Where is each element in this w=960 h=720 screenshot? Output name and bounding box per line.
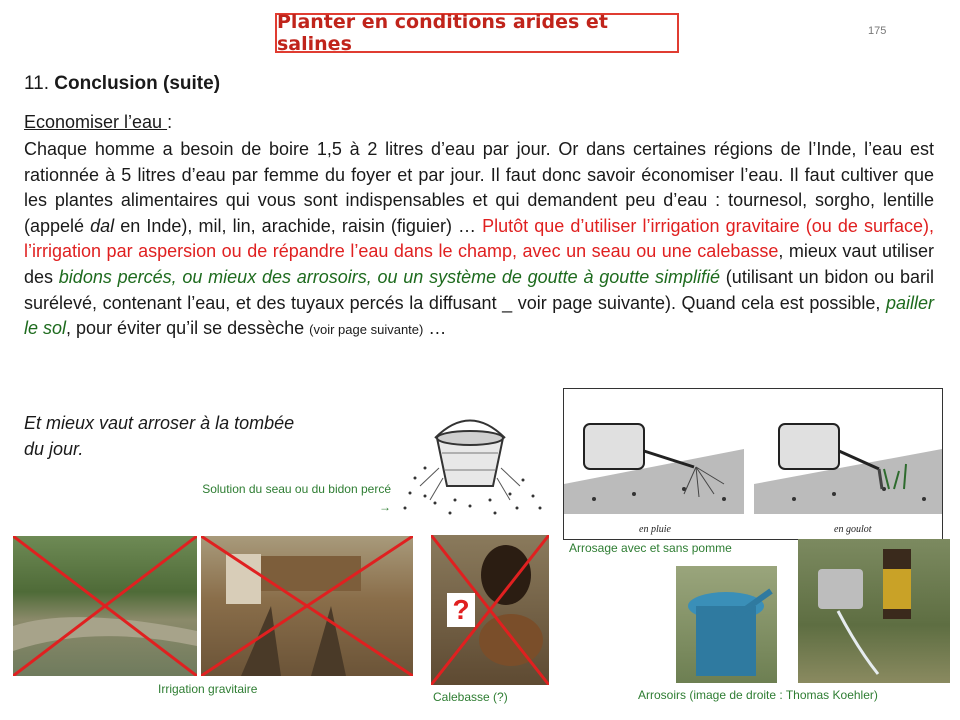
photo-watering-can: [676, 566, 777, 683]
caption-arrow: →: [379, 500, 391, 514]
closing-line: du jour.: [24, 438, 84, 459]
bucket-sketch: [395, 408, 555, 518]
subheading-text: Economiser l’eau: [24, 112, 168, 132]
subheading-colon: :: [167, 112, 173, 132]
text-run: (utilisant un bidon ou baril surélevé, contenant l’eau, et des tuyaux percés la diffusant _ voir page suivante). Quand cela est possible,: [24, 266, 934, 313]
body-paragraph: [24, 137, 934, 343]
photo-irrigation-ditch: [13, 536, 197, 676]
text-run-small: (voir page suivante): [309, 322, 424, 338]
question-mark: ?: [447, 593, 475, 627]
text-run: Chaque homme a besoin de boire 1,5 à 2 litres d’eau par jour. Or dans certaines régions de l’Inde, l’eau est rationnée à 5 litres d’eau par femme du foyer et par jour. Il faut donc savoir économiser l’eau. Il faut cultiver que les plantes alimentaires qui vous sont indispensables et qui demandent peu d’eau : tournesol, sorgho, lentille (appelé: [24, 139, 934, 236]
photo-watering-person: [798, 539, 950, 683]
text-run: en Inde), mil, lin, arachide, raisin (figuier) …: [114, 215, 483, 236]
watering-sketch: [563, 388, 943, 540]
section-title: Conclusion (suite): [54, 73, 221, 94]
text-run: , pour éviter qu’il se dessèche: [66, 318, 310, 339]
caption-arrosage: Arrosage avec et sans pomme: [569, 541, 732, 555]
text-run: …: [423, 318, 447, 339]
sketch-label-left: en pluie: [639, 524, 671, 535]
section-number: 11.: [24, 73, 50, 94]
text-run-green-italic: pailler le sol: [24, 292, 934, 339]
text-run-italic: dal: [90, 215, 115, 236]
caption-seau: Solution du seau ou du bidon percé: [202, 482, 391, 496]
section-heading: [24, 73, 220, 95]
photo-calebasse: [431, 535, 549, 685]
text-run-green-italic: bidons percés, ou mieux des arrosoirs, ou un système de goutte à goutte simplifié: [58, 266, 721, 287]
caption-irrigation: Irrigation gravitaire: [158, 682, 258, 696]
closing-line: Et mieux vaut arroser à la tombée: [24, 413, 295, 433]
title-box: [275, 13, 679, 53]
text-run-red: Plutôt que d’utiliser l’irrigation gravitaire (ou de surface), l’irrigation par aspersion ou de répandre l’eau dans le champ, avec un seau ou une calebasse: [24, 215, 934, 262]
page-title: Planter en conditions arides et salines: [277, 11, 608, 55]
subheading: [24, 112, 172, 133]
caption-calebasse: Calebasse (?): [433, 690, 508, 704]
closing-note: [24, 411, 294, 462]
photo-irrigation-bricks: [201, 536, 413, 676]
page-number: 175: [868, 25, 887, 37]
text-run: , mieux vaut utiliser des: [24, 241, 934, 287]
sketch-label-right: en goulot: [834, 524, 872, 535]
caption-arrosoirs: Arrosoirs (image de droite : Thomas Koehler): [638, 688, 878, 702]
